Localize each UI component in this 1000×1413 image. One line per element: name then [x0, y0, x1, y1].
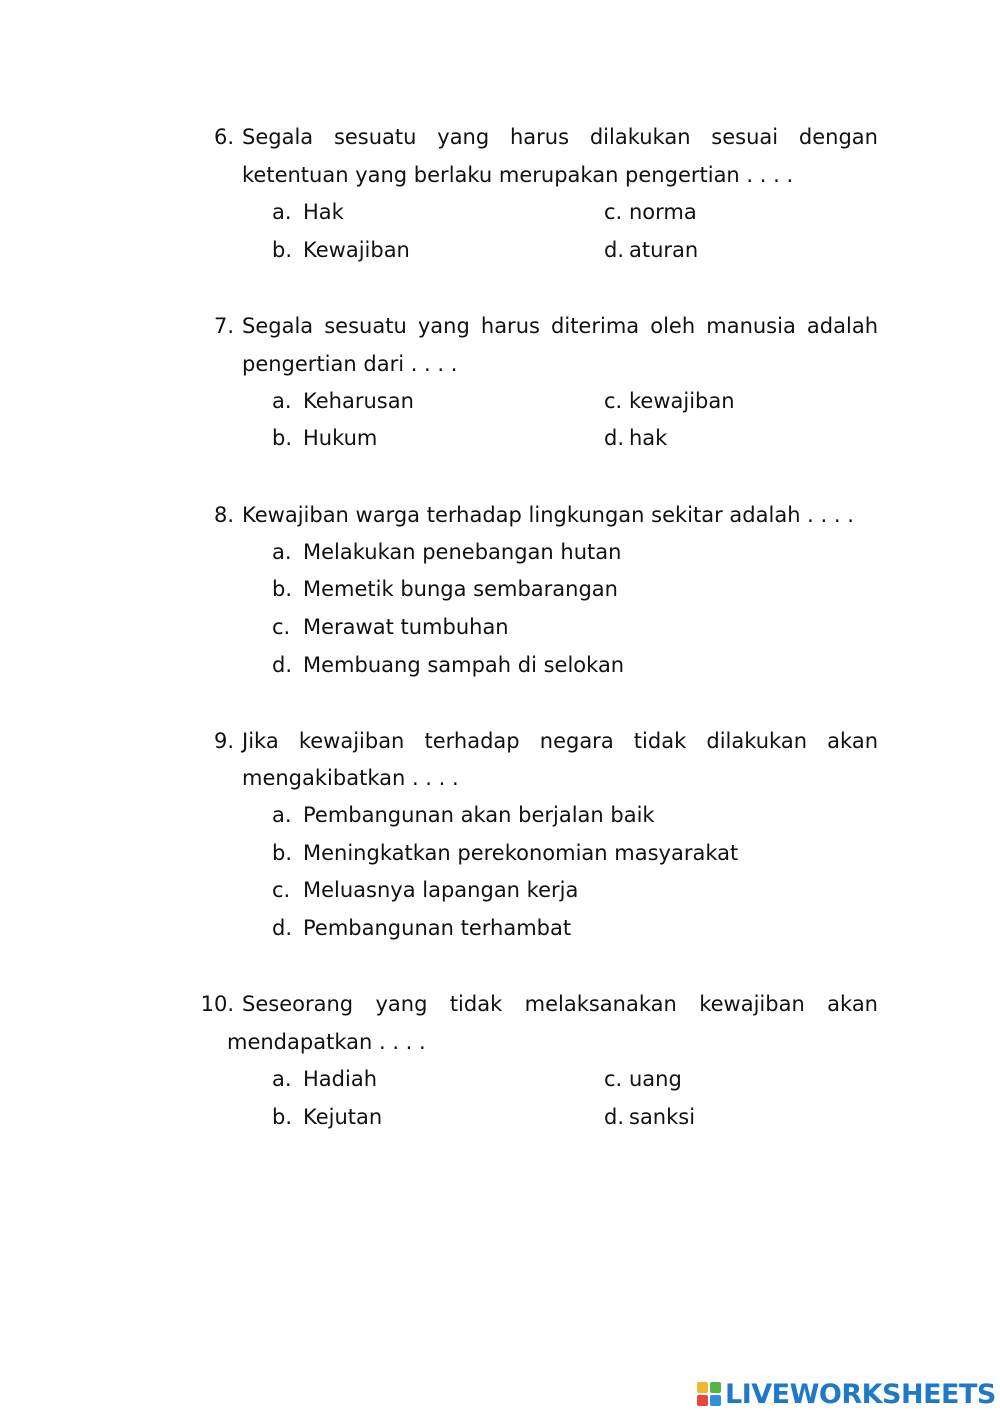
- question-number: 10.: [200, 992, 234, 1016]
- answer-option[interactable]: a. Hak: [272, 200, 344, 224]
- question-number: 7.: [213, 314, 234, 338]
- answer-option[interactable]: c. Meluasnya lapangan kerja: [272, 878, 579, 902]
- answer-option[interactable]: a. Keharusan: [272, 389, 414, 413]
- logo-block: [710, 1382, 721, 1393]
- question-text-line: pengertian dari . . . .: [242, 352, 458, 376]
- answer-option[interactable]: d. Pembangunan terhambat: [272, 916, 572, 940]
- answer-option[interactable]: c. Merawat tumbuhan: [272, 615, 509, 639]
- answer-option[interactable]: c. uang: [604, 1067, 682, 1091]
- question-number: 9.: [213, 729, 234, 753]
- answer-option[interactable]: a. Pembangunan akan berjalan baik: [272, 803, 655, 827]
- question-text-line: mendapatkan . . . .: [227, 1030, 426, 1054]
- logo-block: [710, 1395, 721, 1406]
- answer-option[interactable]: b. Meningkatkan perekonomian masyarakat: [272, 841, 739, 865]
- question-text-line: ketentuan yang berlaku merupakan pengertian . . . .: [242, 163, 794, 187]
- answer-option[interactable]: a. Hadiah: [272, 1067, 378, 1091]
- logo-block: [697, 1382, 708, 1393]
- answer-option[interactable]: d. aturan: [604, 238, 699, 262]
- question-text-line: Jika kewajiban terhadap negara tidak dilakukan akan: [242, 729, 878, 753]
- question-text-line: Seseorang yang tidak melaksanakan kewajiban akan: [242, 992, 878, 1016]
- question-number: 8.: [213, 503, 234, 527]
- answer-option[interactable]: c. norma: [604, 200, 697, 224]
- question-text-line: Segala sesuatu yang harus dilakukan sesuai dengan: [242, 125, 878, 149]
- question-text-line: Segala sesuatu yang harus diterima oleh manusia adalah: [242, 314, 878, 338]
- answer-option[interactable]: b. Hukum: [272, 426, 378, 450]
- question-text-line: mengakibatkan . . . .: [242, 766, 459, 790]
- question-number: 6.: [213, 125, 234, 149]
- answer-option[interactable]: b. Kejutan: [272, 1105, 383, 1129]
- answer-option[interactable]: a. Melakukan penebangan hutan: [272, 540, 622, 564]
- answer-option[interactable]: d. Membuang sampah di selokan: [272, 653, 625, 677]
- answer-option[interactable]: c. kewajiban: [604, 389, 735, 413]
- answer-option[interactable]: d. hak: [604, 426, 668, 450]
- answer-option[interactable]: d. sanksi: [604, 1105, 696, 1129]
- answer-option[interactable]: b. Kewajiban: [272, 238, 410, 262]
- question-text-line: Kewajiban warga terhadap lingkungan sekitar adalah . . . .: [242, 503, 854, 527]
- liveworksheets-logo: [697, 1378, 996, 1410]
- logo-text: LIVEWORKSHEETS: [725, 1378, 996, 1410]
- logo-blocks-icon: [697, 1382, 721, 1406]
- logo-block: [697, 1395, 708, 1406]
- answer-option[interactable]: b. Memetik bunga sembarangan: [272, 577, 618, 601]
